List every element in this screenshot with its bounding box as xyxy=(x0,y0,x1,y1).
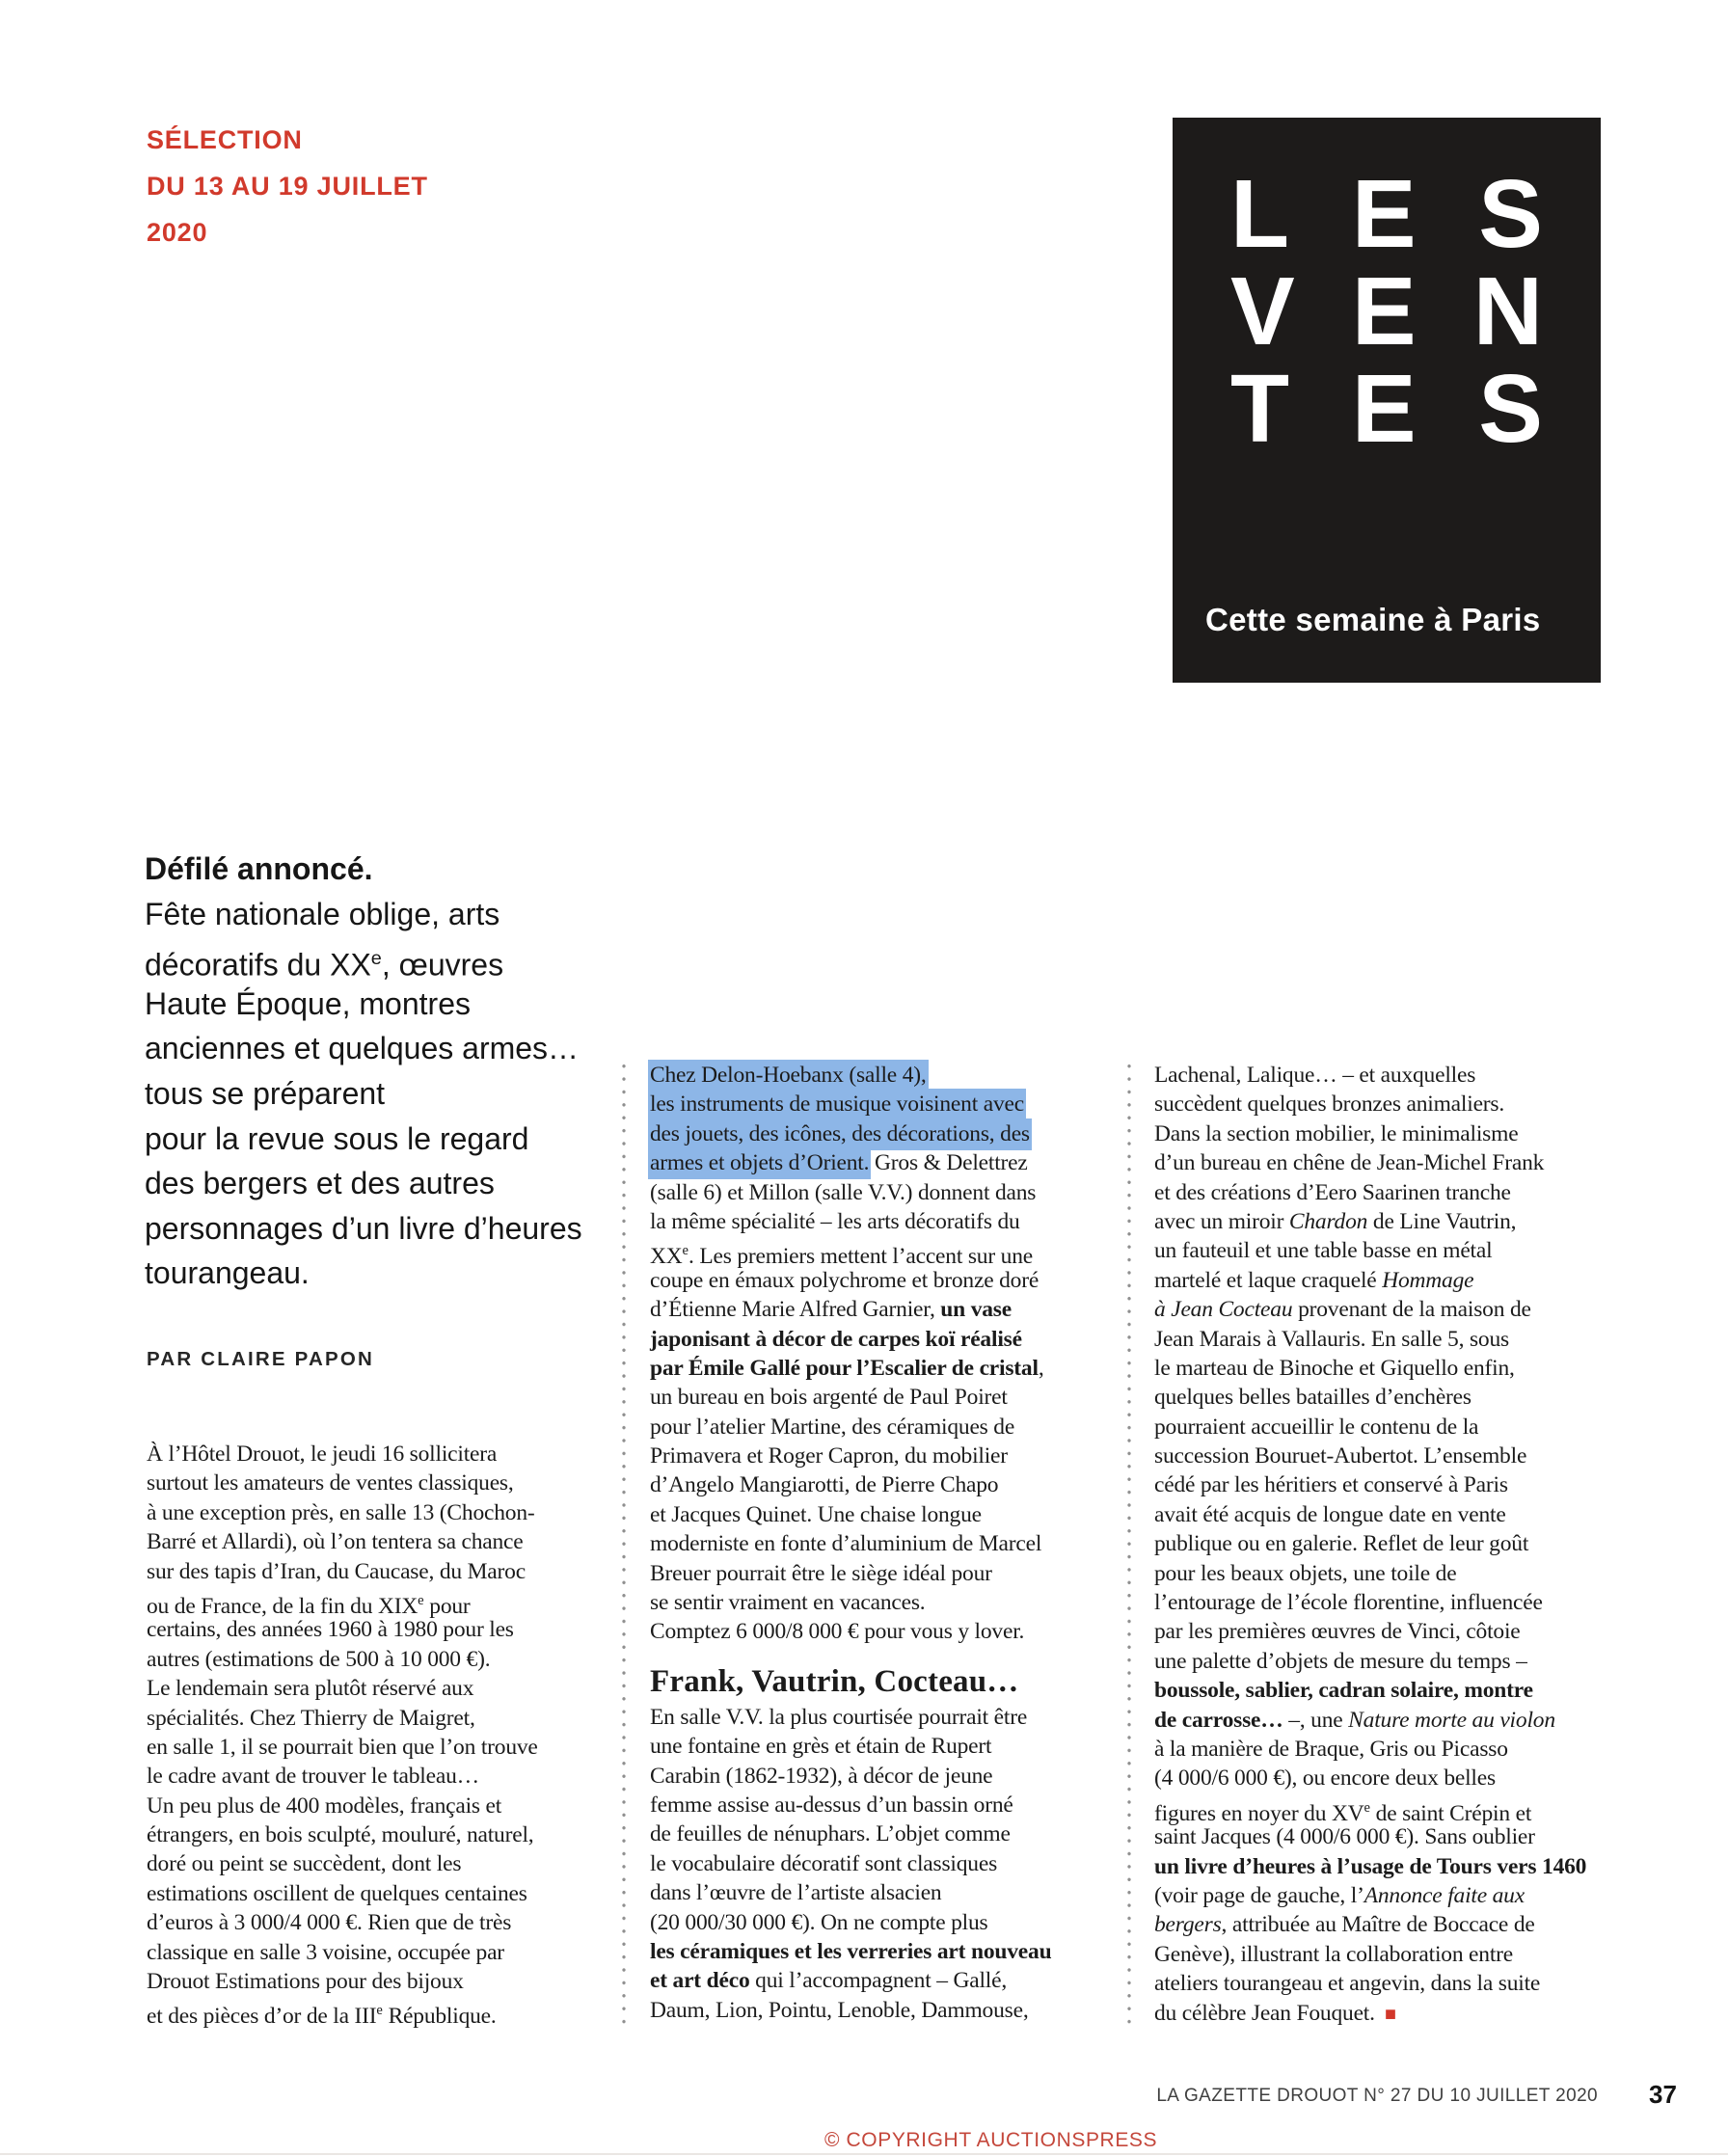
text-line: moderniste en fonte d’aluminium de Marcel xyxy=(650,1531,1042,1557)
article-column-2 xyxy=(650,1061,1171,2025)
text-line: cédé par les héritiers et conservé à Paris xyxy=(1154,1472,1508,1498)
text-line: pour la revue sous le regard xyxy=(145,1120,529,1156)
text-line: Chez Delon-Hoebanx (salle 4), xyxy=(650,1061,1171,1090)
text-line: ou de France, de la fin du XIXe pour xyxy=(147,1592,471,1619)
text-line: d’Étienne Marie Alfred Garnier, un vase xyxy=(650,1297,1012,1323)
logo-row-tes: T E S xyxy=(1230,355,1543,463)
text-line: dans l’œuvre de l’artiste alsacien xyxy=(650,1880,942,1906)
copyright-notice: © COPYRIGHT AUCTIONSPRESS xyxy=(824,2129,1158,2151)
text-line: par Émile Gallé pour l’Escalier de cristal, xyxy=(650,1355,1044,1381)
text-line: figures en noyer du XVe de saint Crépin et xyxy=(1154,1799,1532,1826)
kicker-line-1: SÉLECTION xyxy=(147,125,303,154)
text-line: une fontaine en grès et étain de Rupert xyxy=(650,1734,992,1760)
text-line: spécialités. Chez Thierry de Maigret, xyxy=(147,1705,475,1731)
text-line: boussole, sablier, cadran solaire, montre xyxy=(1154,1678,1533,1704)
text-line: et art déco qui l’accompagnent – Gallé, xyxy=(650,1968,1008,1994)
text-line: étrangers, en bois sculpté, mouluré, naturel, xyxy=(147,1822,534,1848)
text-line: un livre d’heures à l’usage de Tours vers 1460 xyxy=(1154,1853,1587,1879)
text-line: doré ou peint se succèdent, dont les xyxy=(147,1851,462,1877)
text-line: en salle 1, il se pourrait bien que l’on trouve xyxy=(147,1734,538,1760)
logo-row-ven: V E N xyxy=(1230,257,1543,365)
kicker-line-3: 2020 xyxy=(147,218,208,247)
text-line: l’entourage de l’école florentine, influencée xyxy=(1154,1590,1543,1616)
text-line: de carrosse… –, une Nature morte au violon xyxy=(1154,1707,1555,1733)
text-line: Barré et Allardi), où l’on tentera sa chance xyxy=(147,1529,524,1555)
text-line: Défilé annoncé. xyxy=(145,851,373,886)
logo-caption: Cette semaine à Paris xyxy=(1205,602,1541,637)
bottom-hairline xyxy=(0,2153,1728,2155)
text-line: du célèbre Jean Fouquet. ■ xyxy=(1154,2000,1396,2026)
section-kicker xyxy=(147,117,428,256)
text-line: tourangeau. xyxy=(145,1255,310,1291)
text-line: japonisant à décor de carpes koï réalisé xyxy=(650,1326,1022,1352)
text-line: Dans la section mobilier, le minimalisme xyxy=(1154,1120,1519,1146)
text-line: de feuilles de nénuphars. L’objet comme xyxy=(650,1821,1011,1847)
text-line: d’Angelo Mangiarotti, de Pierre Chapo xyxy=(650,1472,999,1498)
column-divider-2 xyxy=(1127,1060,1131,2026)
text-line: et Jacques Quinet. Une chaise longue xyxy=(650,1501,982,1527)
text-line: pourraient accueillir le contenu de la xyxy=(1154,1414,1479,1440)
text-line: certains, des années 1960 à 1980 pour les xyxy=(147,1617,514,1643)
text-line: les céramiques et les verreries art nouveau xyxy=(650,1938,1052,1964)
text-line: personnages d’un livre d’heures xyxy=(145,1210,582,1246)
text-line: avec un miroir Chardon de Line Vautrin, xyxy=(1154,1208,1517,1234)
text-line: martelé et laque craquelé Hommage xyxy=(1154,1267,1474,1293)
text-line: estimations oscillent de quelques centaines xyxy=(147,1880,527,1906)
page-number: 37 xyxy=(1649,2080,1677,2109)
text-line: d’euros à 3 000/4 000 €. Rien que de très xyxy=(147,1910,512,1936)
text-line: armes et objets d’Orient. Gros & Delettrez xyxy=(650,1148,1171,1177)
text-line: pour les beaux objets, une toile de xyxy=(1154,1560,1457,1586)
text-line: succession Bouruet-Aubertot. L’ensemble xyxy=(1154,1443,1527,1469)
text-line: coupe en émaux polychrome et bronze doré xyxy=(650,1267,1040,1293)
text-line: Genève), illustrant la collaboration entre xyxy=(1154,1941,1514,1967)
text-line: (voir page de gauche, l’Annonce faite aux xyxy=(1154,1882,1525,1908)
text-line: saint Jacques (4 000/6 000 €). Sans oublier xyxy=(1154,1824,1535,1850)
text-line: d’un bureau en chêne de Jean-Michel Frank xyxy=(1154,1150,1545,1176)
text-line: Un peu plus de 400 modèles, français et xyxy=(147,1792,502,1819)
text-line: une palette d’objets de mesure du temps – xyxy=(1154,1648,1527,1674)
text-line: (salle 6) et Millon (salle V.V.) donnent dans xyxy=(650,1179,1037,1205)
text-line: Le lendemain sera plutôt réservé aux xyxy=(147,1676,474,1702)
text-line: anciennes et quelques armes… xyxy=(145,1031,580,1066)
text-line: le cadre avant de trouver le tableau… xyxy=(147,1764,479,1790)
column-divider-1 xyxy=(622,1060,626,2026)
text-line: la même spécialité – les arts décoratifs du xyxy=(650,1208,1020,1234)
text-line: Daum, Lion, Pointu, Lenoble, Dammouse, xyxy=(650,1997,1029,2023)
text-line: (4 000/6 000 €), ou encore deux belles xyxy=(1154,1765,1496,1792)
text-line: un fauteuil et une table basse en métal xyxy=(1154,1238,1493,1264)
article-column-1 xyxy=(147,1440,667,2030)
text-line: quelques belles batailles d’enchères xyxy=(1154,1385,1472,1411)
intro-deck xyxy=(145,847,723,1296)
text-line: le vocabulaire décoratif sont classiques xyxy=(650,1850,998,1876)
footer-issue-label: LA GAZETTE DROUOT N° 27 DU 10 JUILLET 2020 xyxy=(1156,2086,1598,2106)
text-line: Frank, Vautrin, Cocteau… xyxy=(650,1663,1019,1699)
text-line: Haute Époque, montres xyxy=(145,985,471,1021)
text-line: pour l’atelier Martine, des céramiques de xyxy=(650,1414,1015,1440)
text-line: des bergers et des autres xyxy=(145,1166,495,1201)
text-line: surtout les amateurs de ventes classiques, xyxy=(147,1470,514,1496)
text-line: Breuer pourrait être le siège idéal pour xyxy=(650,1560,992,1586)
text-line: autres (estimations de 500 à 10 000 €). xyxy=(147,1646,491,1672)
text-line: se sentir vraiment en vacances. xyxy=(650,1590,926,1616)
text-line: femme assise au-dessus d’un bassin orné xyxy=(650,1792,1013,1818)
text-line: le marteau de Binoche et Giquello enfin, xyxy=(1154,1355,1515,1381)
text-line: (20 000/30 000 €). On ne compte plus xyxy=(650,1909,988,1935)
text-line: tous se préparent xyxy=(145,1075,386,1111)
kicker-line-2: DU 13 AU 19 JUILLET xyxy=(147,172,428,201)
text-line: un bureau en bois argenté de Paul Poiret xyxy=(650,1385,1008,1411)
text-line: succèdent quelques bronzes animaliers. xyxy=(1154,1091,1505,1118)
text-line: et des pièces d’or de la IIIe République. xyxy=(147,2003,497,2030)
text-line: décoratifs du XXe, œuvres xyxy=(145,947,504,983)
text-line: Jean Marais à Vallauris. En salle 5, sous xyxy=(1154,1326,1509,1352)
text-line: XXe. Les premiers mettent l’accent sur une xyxy=(650,1243,1033,1270)
text-line: bergers, attribuée au Maître de Boccace de xyxy=(1154,1912,1535,1938)
les-ventes-logo-box xyxy=(1173,118,1601,683)
text-line: Primavera et Roger Capron, du mobilier xyxy=(650,1443,1008,1469)
text-line: à Jean Cocteau provenant de la maison de xyxy=(1154,1297,1531,1323)
text-line: classique en salle 3 voisine, occupée par xyxy=(147,1939,504,1965)
text-line: ateliers tourangeau et angevin, dans la suite xyxy=(1154,1971,1541,1997)
text-line: Comptez 6 000/8 000 € pour vous y lover. xyxy=(650,1619,1025,1645)
text-line: à la manière de Braque, Gris ou Picasso xyxy=(1154,1736,1508,1762)
text-line: Carabin (1862-1932), à décor de jeune xyxy=(650,1763,993,1789)
text-line: par les premières œuvres de Vinci, côtoie xyxy=(1154,1619,1521,1645)
text-line: des jouets, des icônes, des décorations, des xyxy=(650,1119,1171,1148)
text-line: et des créations d’Eero Saarinen tranche xyxy=(1154,1179,1511,1205)
text-line: En salle V.V. la plus courtisée pourrait être xyxy=(650,1704,1028,1730)
text-line: À l’Hôtel Drouot, le jeudi 16 sollicitera xyxy=(147,1442,498,1467)
logo-row-les: L E S xyxy=(1230,160,1543,268)
text-line: avait été acquis de longue date en vente xyxy=(1154,1501,1506,1527)
text-line: Drouot Estimations pour des bijoux xyxy=(147,1969,464,1995)
end-of-article-mark: ■ xyxy=(1384,2003,1396,2025)
text-line: Lachenal, Lalique… – et auxquelles xyxy=(1154,1063,1476,1088)
byline: PAR CLAIRE PAPON xyxy=(147,1348,375,1370)
text-line: sur des tapis d’Iran, du Caucase, du Maroc xyxy=(147,1558,526,1584)
text-line: Fête nationale oblige, arts xyxy=(145,896,500,931)
article-column-3 xyxy=(1154,1061,1675,2028)
text-line: les instruments de musique voisinent avec xyxy=(650,1090,1171,1118)
text-line: publique ou en galerie. Reflet de leur goût xyxy=(1154,1531,1529,1557)
text-line: à une exception près, en salle 13 (Chochon- xyxy=(147,1499,535,1525)
